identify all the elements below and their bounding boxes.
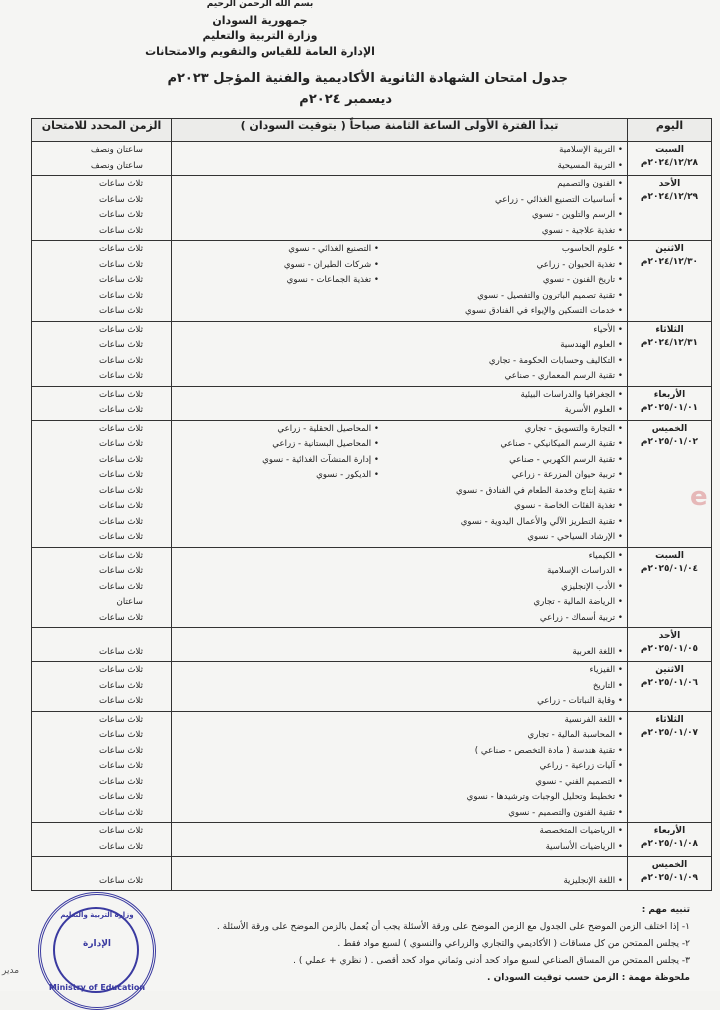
subjects-cell — [172, 176, 628, 241]
notes-remark: ملحوظة مهمة : الزمن حسب توقيت السودان . — [487, 973, 690, 983]
duration-item: ثلاث ساعات — [99, 680, 143, 691]
bullet-icon: • — [615, 807, 623, 818]
duration-cell — [32, 321, 172, 386]
subject-text: اللغة الفرنسية — [564, 714, 616, 725]
bullet-icon: • — [615, 776, 623, 787]
table-row — [32, 711, 712, 823]
bullet-icon: • — [615, 696, 623, 706]
subject-text: الإرشاد السياحي - نسوي — [527, 532, 616, 542]
subject-text: تقنية إنتاج وخدمة الطعام في الفنادق - نسوي — [456, 485, 616, 496]
subject-text: تقنية الفنون والتصميم - نسوي — [508, 807, 616, 818]
subject-item — [403, 437, 623, 453]
duration-item: ثلاث ساعات — [99, 841, 143, 852]
note-item: ١- إذا اختلف الزمن الموضح على الجدول مع الزمن الموضح على ورقة الأسئلة يجب أن يُعمل بالزمن الموضح على ورقة الأسئلة . — [216, 922, 690, 932]
duration-cell — [32, 386, 172, 420]
bullet-icon: • — [615, 485, 623, 496]
subject-item-secondary — [176, 242, 379, 258]
duration-cell — [32, 662, 172, 712]
subject-item — [403, 564, 623, 580]
table-row — [32, 241, 712, 322]
stamp-bottom-text: Ministry of Education — [48, 983, 146, 992]
duration-item: ثلاث ساعات — [99, 875, 143, 886]
duration-cell — [32, 176, 172, 241]
day-cell — [628, 241, 712, 322]
subjects-cell — [172, 857, 628, 891]
table-row — [32, 857, 712, 891]
duration-item: ثلاث ساعات — [99, 244, 143, 254]
bullet-icon: • — [615, 259, 623, 270]
subject-item — [403, 468, 623, 484]
subject-text: اللغة العربية — [572, 646, 616, 657]
subject-item — [403, 858, 623, 874]
subject-text: علوم الحاسوب — [561, 244, 616, 254]
subject-item — [403, 338, 623, 354]
bullet-icon: • — [615, 179, 623, 189]
day-cell — [628, 176, 712, 241]
subject-item — [403, 159, 623, 175]
subject-item — [403, 744, 623, 760]
duration-item: ثلاث ساعات — [99, 532, 143, 542]
duration-item: ثلاث ساعات — [99, 225, 143, 236]
subject-text: التربية المسيحية — [557, 160, 616, 171]
day-cell — [628, 547, 712, 628]
subject-item — [403, 530, 623, 546]
table-row — [32, 386, 712, 420]
subject-item — [403, 824, 623, 840]
day-cell — [628, 386, 712, 420]
day-date: ٢٠٢٥/٠١/٠٢م — [640, 436, 699, 447]
day-name: السبت — [655, 145, 684, 155]
subject-text: التكاليف وحسابات الحكومة - تجاري — [488, 355, 616, 366]
bullet-icon: • — [371, 423, 379, 434]
duration-item: ثلاث ساعات — [99, 566, 143, 576]
subject-text: تاريخ الفنون - نسوي — [542, 275, 616, 285]
basmala: بسم الله الرحمن الرحيم — [206, 0, 314, 9]
duration-item: ثلاث ساعات — [99, 324, 143, 335]
duration-cell — [32, 420, 172, 547]
day-name: الثلاثاء — [655, 324, 684, 335]
subject-text: تغذية الفئات الخاصة - نسوي — [514, 501, 616, 511]
duration-cell — [32, 628, 172, 662]
subject-text: العلوم الأسرية — [564, 405, 616, 415]
duration-cell — [32, 857, 172, 891]
subjects-cell — [172, 662, 628, 712]
subject-item-secondary — [176, 453, 379, 469]
subject-text: تخطيط وتحليل الوجبات وترشيدها - نسوي — [466, 792, 616, 802]
stamp-top-text: وزارة التربية والتعليم — [60, 911, 134, 919]
duration-item: ثلاث ساعات — [99, 646, 143, 657]
subject-text: تقنية التطريز الآلي والأعمال اليدوية - نسوي — [460, 516, 616, 527]
bullet-icon: • — [615, 275, 623, 285]
bullet-icon: • — [615, 324, 623, 335]
subject-text: تغذية الحيوان - زراعي — [536, 259, 616, 270]
subject-item — [403, 580, 623, 596]
country-name: جمهورية السودان — [212, 13, 308, 27]
subject-item-secondary — [176, 437, 379, 453]
duration-item: ثلاث ساعات — [99, 259, 143, 270]
subject-item — [403, 143, 623, 159]
duration-item: ثلاث ساعات — [99, 179, 143, 189]
duration-item: ساعتان ونصف — [90, 145, 143, 155]
subject-text: المحاصيل البستانية - زراعي — [272, 439, 372, 449]
subject-item — [403, 806, 623, 822]
subject-item — [403, 790, 623, 806]
bullet-icon: • — [615, 646, 623, 657]
bullet-icon: • — [615, 244, 623, 254]
subject-text: إدارة المنشآت الغذائية - نسوي — [262, 454, 372, 465]
duration-item: ثلاث ساعات — [99, 776, 143, 787]
bullet-icon: • — [615, 745, 623, 756]
duration-item: ثلاث ساعات — [99, 730, 143, 740]
subject-text: التصنيع الغذائي - نسوي — [288, 244, 372, 254]
bullet-icon: • — [371, 439, 379, 449]
duration-item: ثلاث ساعات — [99, 290, 143, 301]
watermark-logo-icon: e — [690, 482, 708, 512]
day-date: ٢٠٢٥/٠١/٠٩م — [640, 873, 699, 883]
subject-text: التاريخ — [592, 680, 616, 691]
bullet-icon: • — [615, 290, 623, 301]
day-date: ٢٠٢٥/٠١/٠٦م — [640, 678, 699, 688]
subjects-cell — [172, 420, 628, 547]
duration-cell — [32, 711, 172, 823]
subject-text: العلوم الهندسية — [560, 340, 616, 350]
note-item: ٢- يجلس الممتحن من كل مساقات ( الأكاديمي والتجاري والزراعي والنسوي ) لسبع مواد فقط . — [337, 939, 690, 949]
day-date: ٢٠٢٥/٠١/٠٨م — [640, 839, 699, 849]
duration-item: ثلاث ساعات — [99, 423, 143, 434]
subjects-cell — [172, 142, 628, 176]
subject-item — [403, 193, 623, 209]
subject-text: تقنية الرسم الكهربي - صناعي — [509, 454, 616, 465]
duration-item: ثلاث ساعات — [99, 501, 143, 511]
table-row — [32, 547, 712, 628]
bullet-icon: • — [615, 210, 623, 220]
subject-text: اللغة الإنجليزية — [563, 875, 616, 886]
ministry-name: وزارة التربية والتعليم — [202, 29, 318, 42]
subject-item — [403, 242, 623, 258]
bullet-icon: • — [615, 160, 623, 171]
subjects-cell — [172, 547, 628, 628]
day-cell — [628, 662, 712, 712]
subject-item — [403, 629, 623, 645]
bullet-icon: • — [615, 597, 623, 607]
note-item: ٣- يجلس الممتحن من المساق الصناعي لسبع مواد كحد أدنى وثماني مواد كحد أقصى . ( نظري + عملي ) . — [293, 956, 690, 966]
day-name: الثلاثاء — [655, 714, 684, 725]
subject-item — [403, 258, 623, 274]
day-name: السبت — [655, 550, 684, 561]
timetable-body — [32, 142, 712, 891]
subject-item — [403, 595, 623, 611]
subject-item — [403, 484, 623, 500]
bullet-icon: • — [371, 275, 379, 285]
subject-text: الأحياء — [593, 324, 616, 335]
subject-text: الرياضيات الأساسية — [545, 841, 616, 852]
duration-cell — [32, 823, 172, 857]
table-row — [32, 420, 712, 547]
table-row — [32, 823, 712, 857]
subject-item — [403, 775, 623, 791]
subject-text: وقاية النباتات - زراعي — [537, 696, 616, 706]
duration-item: ساعتان ونصف — [90, 160, 143, 171]
subject-text: تقنية الرسم المعماري - صناعي — [504, 371, 616, 381]
duration-cell — [32, 142, 172, 176]
duration-item: ثلاث ساعات — [99, 612, 143, 623]
duration-item: ثلاث ساعات — [99, 516, 143, 527]
subject-text: المحاسبة المالية - تجاري — [527, 730, 616, 740]
bullet-icon: • — [615, 612, 623, 623]
bullet-icon: • — [615, 454, 623, 465]
day-name: الأربعاء — [653, 389, 686, 400]
day-name: الأربعاء — [653, 826, 686, 836]
day-cell — [628, 321, 712, 386]
subject-item — [403, 323, 623, 339]
bullet-icon: • — [615, 225, 623, 236]
day-date: ٢٠٢٤/١٢/٣١م — [640, 337, 699, 348]
duration-item: ثلاث ساعات — [99, 371, 143, 381]
duration-item: ثلاث ساعات — [99, 807, 143, 818]
subject-text: الجغرافيا والدراسات البيئية — [520, 389, 616, 400]
bullet-icon: • — [615, 355, 623, 366]
subject-item — [403, 611, 623, 627]
subject-text: الرسم والتلوين - نسوي — [532, 210, 616, 220]
bullet-icon: • — [615, 714, 623, 725]
bullet-icon: • — [615, 581, 623, 592]
subject-text: التربية الإسلامية — [559, 145, 616, 155]
subject-item — [403, 728, 623, 744]
subject-item — [403, 663, 623, 679]
subjects-cell — [172, 241, 628, 322]
header-day: اليوم — [628, 119, 712, 142]
subject-item — [403, 694, 623, 710]
subject-text: تقنية الرسم الميكانيكي - صناعي — [500, 439, 616, 449]
subject-text: شركات الطيران - نسوي — [283, 259, 372, 270]
duration-item: ثلاث ساعات — [99, 306, 143, 316]
bullet-icon: • — [615, 194, 623, 205]
bullet-icon: • — [615, 665, 623, 675]
subject-text: الفيزياء — [589, 665, 616, 675]
subject-item — [403, 224, 623, 240]
duration-item: ثلاث ساعات — [99, 470, 143, 480]
bullet-icon: • — [615, 371, 623, 381]
subject-item — [403, 388, 623, 404]
bullet-icon: • — [615, 792, 623, 802]
duration-item: ثلاث ساعات — [99, 454, 143, 465]
table-row — [32, 176, 712, 241]
day-name: الاثنين — [655, 244, 684, 254]
subject-item-secondary — [176, 258, 379, 274]
duration-item: ثلاث ساعات — [99, 210, 143, 220]
table-row — [32, 142, 712, 176]
document-title: جدول امتحان الشهادة الثانوية الأكاديمية والفنية المؤجل ٢٠٢٣م — [167, 71, 568, 86]
day-name: الخميس — [651, 423, 688, 434]
day-name: الأحد — [658, 179, 681, 189]
day-date: ٢٠٢٥/٠١/٠٧م — [640, 727, 699, 738]
bullet-icon: • — [615, 826, 623, 836]
duration-cell — [32, 241, 172, 322]
subject-item — [403, 874, 623, 890]
day-date: ٢٠٢٥/٠١/٠٥م — [640, 644, 699, 654]
bullet-icon: • — [615, 470, 623, 480]
official-stamp — [38, 892, 156, 1010]
subject-item — [403, 354, 623, 370]
duration-item: ثلاث ساعات — [99, 826, 143, 836]
department-name: الإدارة العامة للقياس والتقويم والامتحانات — [145, 44, 375, 58]
bullet-icon: • — [371, 259, 379, 270]
duration-item: ثلاث ساعات — [99, 792, 143, 802]
stamp-center-text: الإدارة — [83, 939, 111, 949]
day-date: ٢٠٢٤/١٢/٣٠م — [640, 257, 699, 267]
subject-item — [403, 679, 623, 695]
table-row — [32, 628, 712, 662]
subjects-cell — [172, 823, 628, 857]
bullet-icon: • — [615, 566, 623, 576]
subject-item — [403, 273, 623, 289]
subject-item — [403, 289, 623, 305]
subject-item-secondary — [176, 273, 379, 289]
day-cell — [628, 628, 712, 662]
bullet-icon: • — [615, 532, 623, 542]
header-subjects: تبدأ الفترة الأولى الساعة الثامنة صباحاً ( بتوقيت السودان ) — [172, 119, 628, 142]
subject-text: تقنية تصميم الباترون والتفصيل - نسوي — [477, 290, 616, 301]
day-cell — [628, 711, 712, 823]
duration-cell — [32, 547, 172, 628]
subject-text: تغذية الجماعات - نسوي — [286, 275, 372, 285]
bullet-icon: • — [615, 761, 623, 771]
bullet-icon: • — [615, 501, 623, 511]
subject-text: خدمات التسكين والإيواء في الفنادق نسوي — [464, 306, 616, 316]
bullet-icon: • — [615, 145, 623, 155]
notes-heading: تنبيه مهم : — [641, 905, 690, 915]
day-date: ٢٠٢٥/٠١/٠١م — [640, 402, 699, 413]
subject-item — [403, 177, 623, 193]
duration-item: ثلاث ساعات — [99, 745, 143, 756]
subject-item — [403, 759, 623, 775]
subject-text: تربية أسماك - زراعي — [539, 612, 616, 623]
day-name: الاثنين — [655, 665, 684, 675]
duration-item: ثلاث ساعات — [99, 405, 143, 415]
bullet-icon: • — [371, 244, 379, 254]
bullet-icon: • — [615, 439, 623, 449]
duration-item: ثلاث ساعات — [99, 550, 143, 561]
notes-section — [90, 902, 690, 987]
duration-item: ثلاث ساعات — [99, 275, 143, 285]
duration-item: ثلاث ساعات — [99, 581, 143, 592]
subject-text: الرياضة المالية - تجاري — [533, 597, 616, 607]
duration-item: ثلاث ساعات — [99, 355, 143, 366]
bullet-icon: • — [615, 516, 623, 527]
bullet-icon: • — [615, 340, 623, 350]
subject-text: تربية حيوان المزرعة - زراعي — [511, 470, 616, 480]
day-date: ٢٠٢٥/٠١/٠٤م — [640, 563, 699, 574]
subject-text: الديكور - نسوي — [316, 470, 372, 480]
table-row — [32, 321, 712, 386]
day-date: ٢٠٢٤/١٢/٢٨م — [640, 158, 699, 168]
signature: مدير — [2, 966, 20, 976]
duration-item: ثلاث ساعات — [99, 389, 143, 400]
day-name: الأحد — [658, 631, 681, 641]
day-cell — [628, 142, 712, 176]
subject-item — [403, 713, 623, 729]
bullet-icon: • — [615, 306, 623, 316]
subjects-cell — [172, 711, 628, 823]
bullet-icon: • — [371, 454, 379, 465]
subject-text: تغذية علاجية - نسوي — [541, 225, 616, 236]
subject-text: الكيمياء — [588, 550, 616, 561]
subject-text: الرياضيات المتخصصة — [539, 826, 616, 836]
day-cell — [628, 823, 712, 857]
bullet-icon: • — [615, 730, 623, 740]
duration-item: ساعتان — [116, 597, 143, 607]
duration-item: ثلاث ساعات — [99, 665, 143, 675]
subjects-cell — [172, 628, 628, 662]
header-duration: الزمن المحدد للامتحان — [32, 119, 172, 142]
subject-item-secondary — [176, 468, 379, 484]
table-header-row — [32, 119, 712, 142]
subjects-cell — [172, 321, 628, 386]
subject-text: تقنية هندسة ( مادة التخصص - صناعي ) — [474, 745, 616, 756]
document-subtitle: ديسمبر ٢٠٢٤م — [299, 92, 392, 107]
subject-item — [403, 645, 623, 661]
subjects-cell — [172, 386, 628, 420]
table-row — [32, 662, 712, 712]
bullet-icon: • — [615, 389, 623, 400]
letterhead — [130, 0, 390, 59]
bullet-icon: • — [615, 875, 623, 886]
subject-text: الفنون والتصميم — [557, 179, 616, 189]
subject-text: أساسيات التصنيع الغذائي - زراعي — [495, 194, 616, 205]
duration-item: ثلاث ساعات — [99, 714, 143, 725]
day-cell — [628, 857, 712, 891]
subject-item — [403, 453, 623, 469]
duration-item: ثلاث ساعات — [99, 194, 143, 205]
duration-item: ثلاث ساعات — [99, 439, 143, 449]
duration-item: ثلاث ساعات — [99, 340, 143, 350]
bullet-icon: • — [371, 470, 379, 480]
subject-item — [403, 515, 623, 531]
bullet-icon: • — [615, 680, 623, 691]
subject-item — [403, 422, 623, 438]
subject-text: الدراسات الإسلامية — [547, 566, 616, 576]
exam-timetable — [31, 118, 712, 891]
subject-text: الأدب الإنجليزي — [561, 581, 616, 592]
duration-item — [32, 858, 171, 874]
bullet-icon: • — [615, 423, 623, 434]
bullet-icon: • — [615, 841, 623, 852]
duration-item: ثلاث ساعات — [99, 485, 143, 496]
day-name: الخميس — [651, 860, 688, 870]
bullet-icon: • — [615, 405, 623, 415]
stamp-ring — [53, 907, 139, 993]
duration-item — [32, 629, 171, 645]
duration-item: ثلاث ساعات — [99, 761, 143, 771]
subject-item — [403, 499, 623, 515]
bullet-icon: • — [615, 550, 623, 561]
subject-item — [403, 369, 623, 385]
subject-item — [403, 304, 623, 320]
subject-text: التجارة والتسويق - تجاري — [524, 423, 616, 434]
subject-item-secondary — [176, 422, 379, 438]
subject-text: التصميم الفني - نسوي — [535, 776, 616, 787]
subject-item — [403, 403, 623, 419]
subject-text: آليات زراعية - زراعي — [539, 761, 616, 771]
subject-item — [403, 549, 623, 565]
subject-text: المحاصيل الحقلية - زراعي — [277, 423, 372, 434]
subject-item — [403, 840, 623, 856]
day-date: ٢٠٢٤/١٢/٢٩م — [640, 192, 699, 202]
subject-item — [403, 208, 623, 224]
duration-item: ثلاث ساعات — [99, 696, 143, 706]
